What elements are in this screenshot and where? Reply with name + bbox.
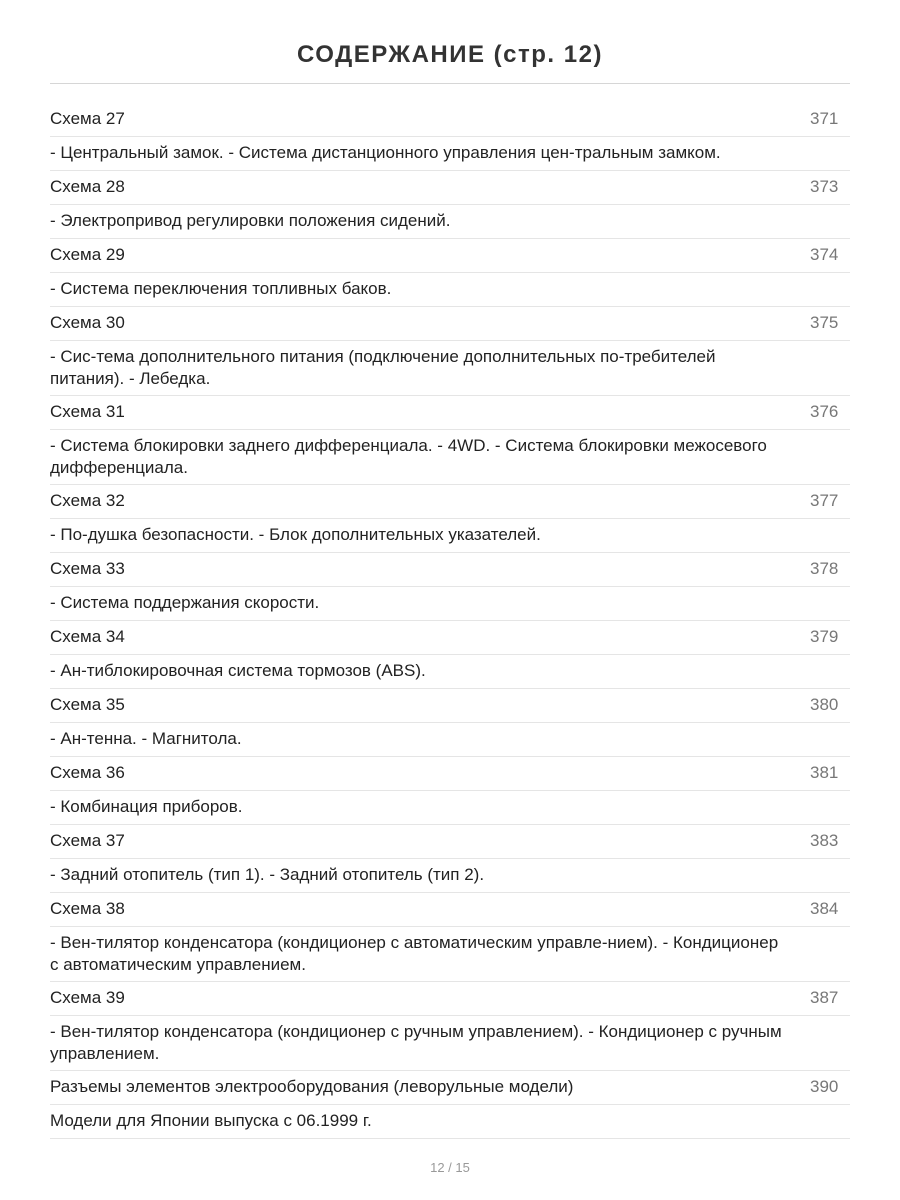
toc-row[interactable] [50,205,850,239]
toc-row[interactable] [50,485,850,519]
toc-row[interactable] [50,553,850,587]
toc-row[interactable] [50,927,850,982]
toc-entry-text: - Центральный замок. - Система дистанционного управления цен-тральным замком. [50,143,721,162]
toc-row[interactable] [50,859,850,893]
toc-entry-text: Схема 35 [50,695,125,714]
toc-row[interactable] [50,689,850,723]
page-title: СОДЕРЖАНИЕ (стр. 12) [297,41,603,68]
toc-entry-text: Схема 27 [50,109,125,128]
toc-page-number: 371 [810,109,839,128]
toc-entry-text: - Вен-тилятор конденсатора (кондиционер с автоматическим управле-нием). - Кондиционер с автоматическим управлением. [50,933,779,974]
toc-entry-text: - Система блокировки заднего дифференциала. - 4WD. - Система блокировки межосевого дифференциала. [50,436,767,477]
toc-row[interactable] [50,341,850,396]
toc-page-number: 377 [810,491,839,510]
toc-page-number: 375 [810,313,839,332]
toc-entry-text: - Сис-тема дополнительного питания (подключение дополнительных по-требителей питания). - Лебедка. [50,347,716,388]
toc-row[interactable] [50,1016,850,1071]
toc-row[interactable] [50,587,850,621]
toc-row[interactable] [50,1071,850,1105]
toc-page-number: 374 [810,245,839,264]
title-divider [50,83,850,84]
toc-row[interactable] [50,757,850,791]
toc-entry-text: Схема 36 [50,763,125,782]
toc-entry-text: - Электропривод регулировки положения сидений. [50,211,451,230]
toc-entry-text: Разъемы элементов электрооборудования (леворульные модели) [50,1077,574,1096]
toc-page-number: 380 [810,695,839,714]
toc-entry-text: - Задний отопитель (тип 1). - Задний отопитель (тип 2). [50,865,485,884]
toc-row[interactable] [50,273,850,307]
toc-row[interactable] [50,791,850,825]
toc-entry-text: - Вен-тилятор конденсатора (кондиционер с ручным управлением). - Кондиционер с ручным управлением. [50,1022,782,1063]
toc-entry-text: Схема 30 [50,313,125,332]
toc-page-number: 384 [810,899,839,918]
toc-row[interactable] [50,137,850,171]
toc-entry-text: Схема 28 [50,177,125,196]
toc-row[interactable] [50,171,850,205]
toc-row[interactable] [50,982,850,1016]
toc-entry-text: Схема 38 [50,899,125,918]
toc-row[interactable] [50,893,850,927]
toc-row[interactable] [50,1105,850,1139]
toc-row[interactable] [50,430,850,485]
toc-page-number: 383 [810,831,839,850]
toc-entry-text: Схема 34 [50,627,125,646]
toc-row[interactable] [50,723,850,757]
toc-row[interactable] [50,103,850,137]
toc-row[interactable] [50,239,850,273]
toc-page-number: 373 [810,177,839,196]
toc-page-number: 379 [810,627,839,646]
toc-entry-text: Схема 32 [50,491,125,510]
toc-row[interactable] [50,396,850,430]
toc-row[interactable] [50,621,850,655]
toc-page-number: 376 [810,402,839,421]
toc-row[interactable] [50,825,850,859]
toc-entry-text: Схема 31 [50,402,125,421]
toc-entry-text: Модели для Японии выпуска с 06.1999 г. [50,1111,372,1130]
toc-page-number: 390 [810,1077,839,1096]
toc-entry-text: Схема 29 [50,245,125,264]
toc-entry-text: - Ан-тиблокировочная система тормозов (ABS). [50,661,426,680]
toc-row[interactable] [50,307,850,341]
toc-entry-text: - Комбинация приборов. [50,797,243,816]
toc-entry-text: - По-душка безопасности. - Блок дополнительных указателей. [50,525,541,544]
toc-page-number: 381 [810,763,839,782]
toc-entry-text: - Система переключения топливных баков. [50,279,392,298]
toc-row[interactable] [50,519,850,553]
toc-page-number: 387 [810,988,839,1007]
toc-row[interactable] [50,655,850,689]
toc-entry-text: Схема 37 [50,831,125,850]
toc-entry-text: - Система поддержания скорости. [50,593,320,612]
toc-entry-text: - Ан-тенна. - Магнитола. [50,729,242,748]
toc-entry-text: Схема 33 [50,559,125,578]
page-counter: 12 / 15 [430,1160,470,1175]
toc-list [50,103,850,1139]
toc-page-number: 378 [810,559,839,578]
toc-entry-text: Схема 39 [50,988,125,1007]
